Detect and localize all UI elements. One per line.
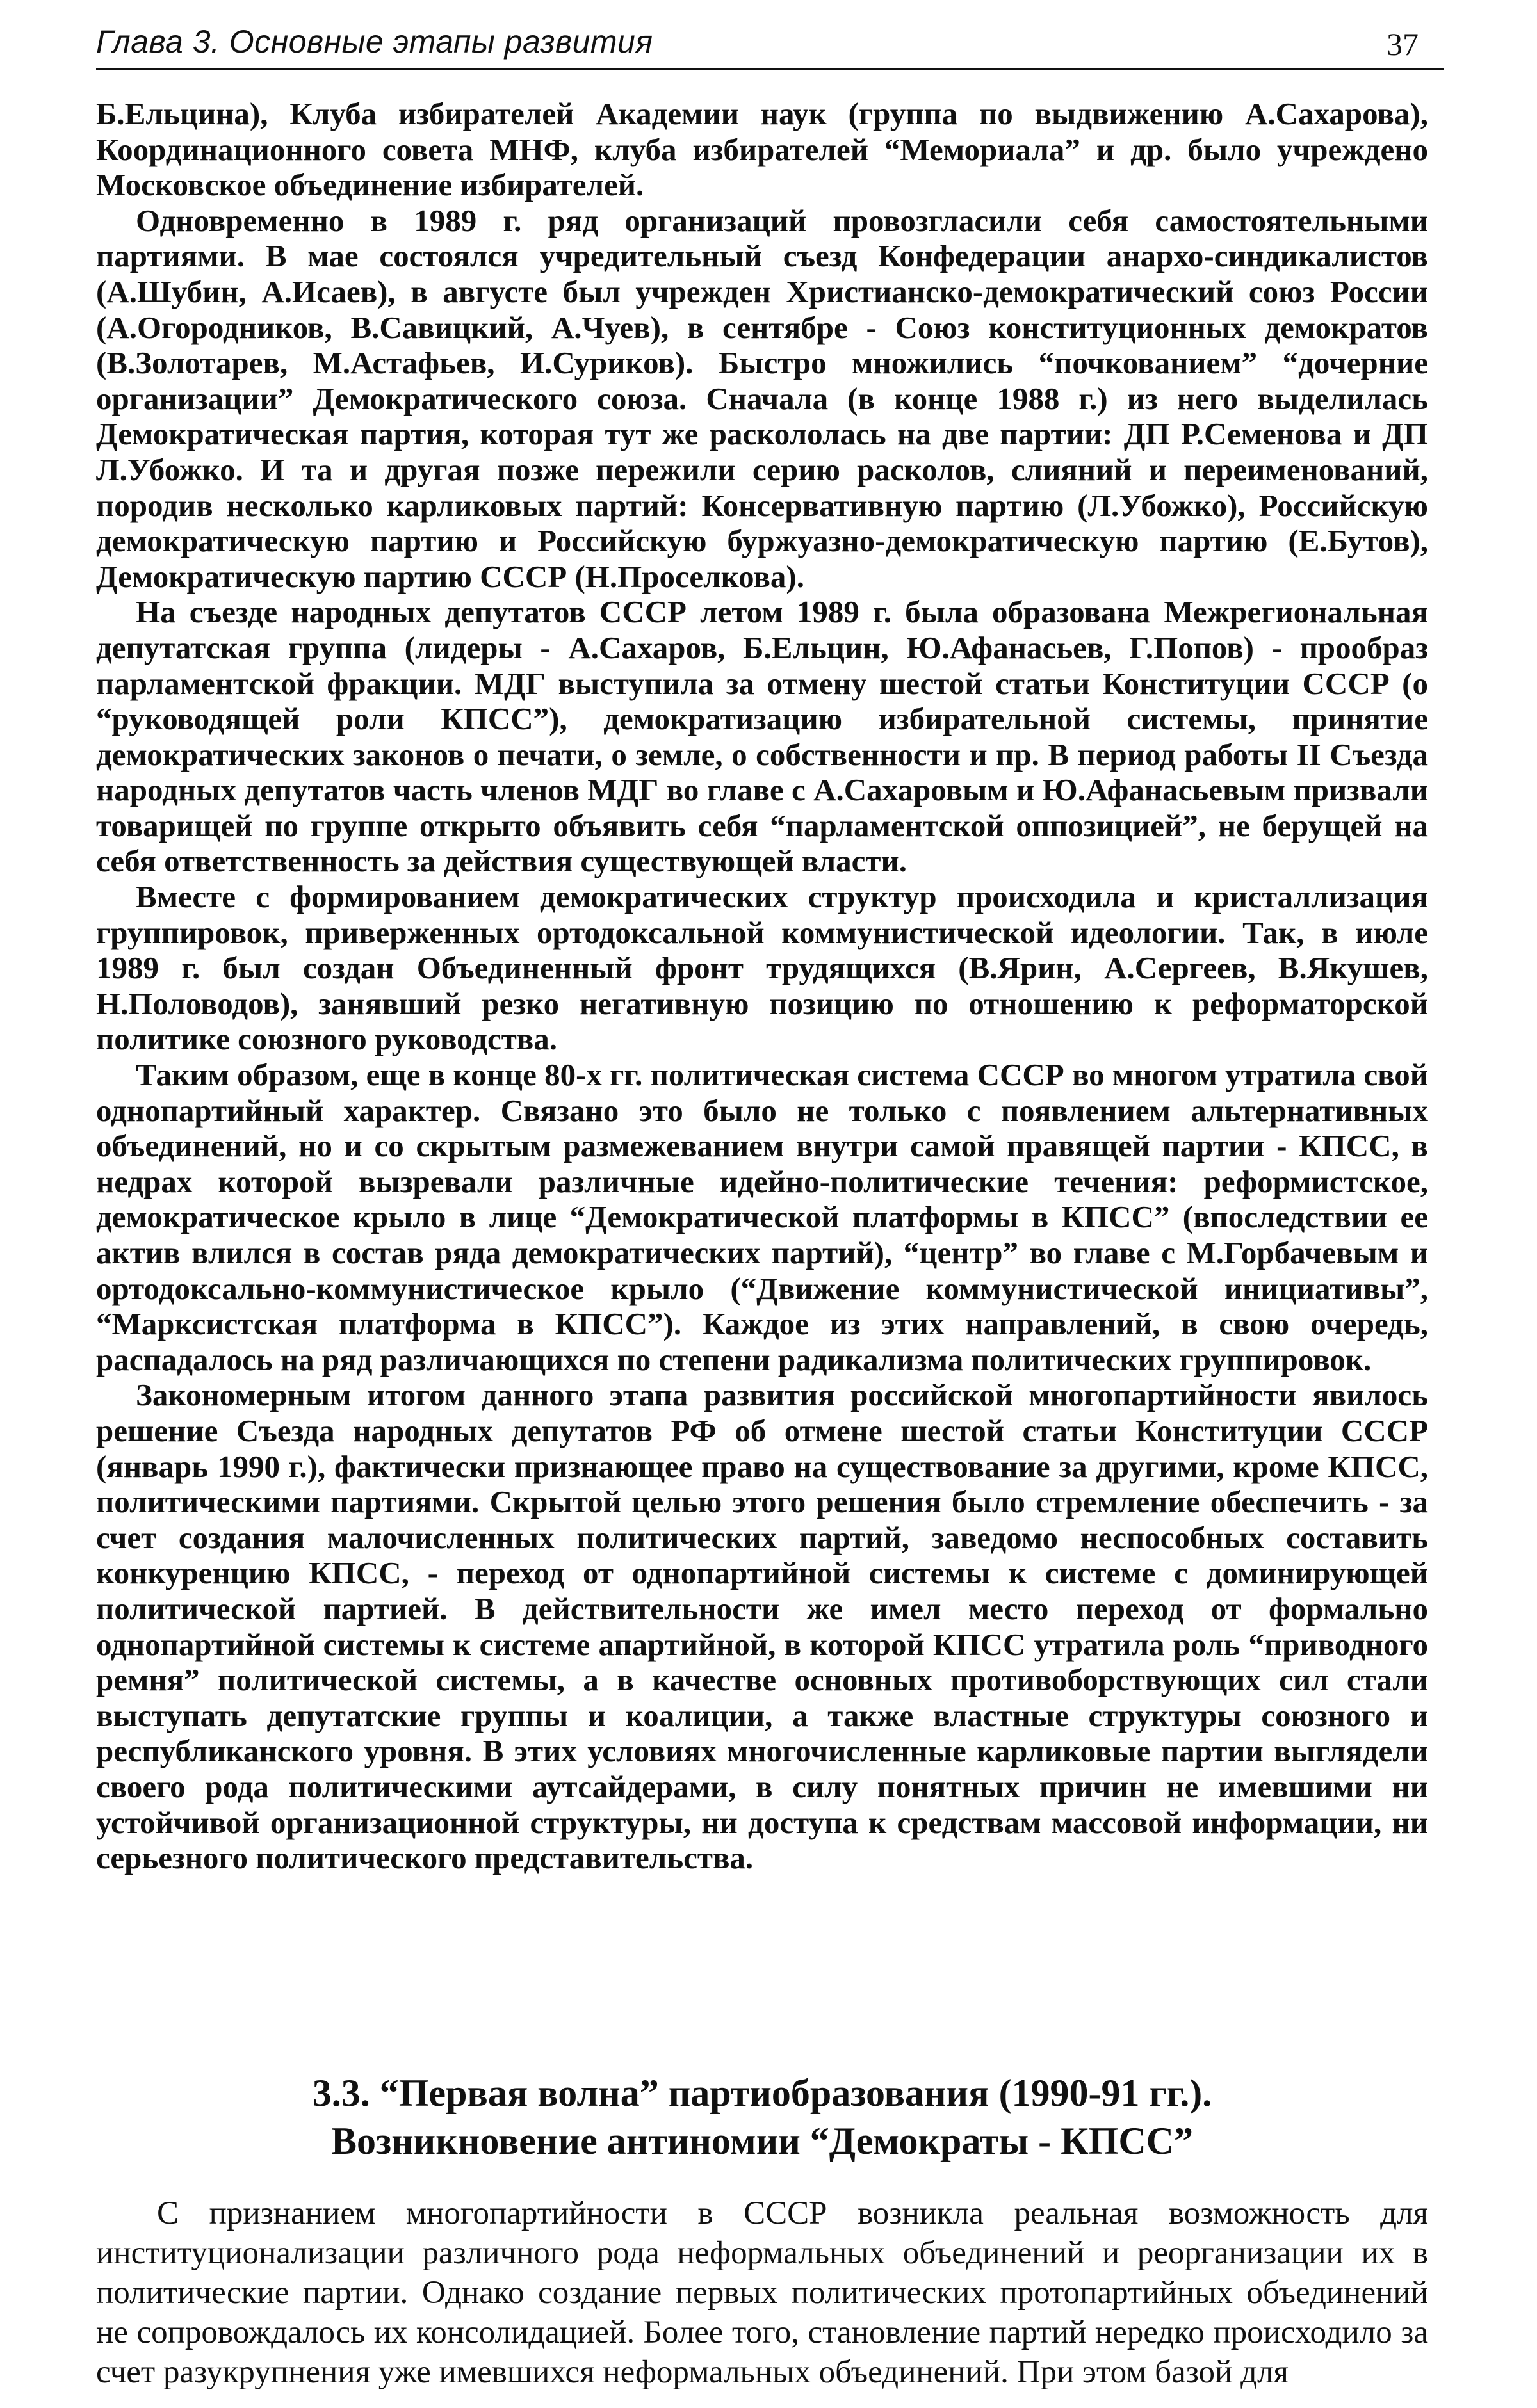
paragraph: Вместе с формированием демократических структур происходила и кристаллизация группировок, приверженных ортодоксальной коммунистической идеологии. Так, в июле 1989 г. был создан Объединенный фронт трудящихся (В.Ярин, А.Сергеев, В.Якушев, Н.Половодов), занявший резко негативную позицию по отношению к реформаторской политике союзного руководства. (96, 879, 1428, 1057)
paragraph: Закономерным итогом данного этапа развития российской многопартийности явилось решение Съезда народных депутатов РФ об отмене шестой статьи Конституции СССР (январь 1990 г.), фактически признающее право на существование за другими, кроме КПСС, политическими партиями. Скрытой целью этого решения было стремление обеспечить - за счет создания малочисленных политических партий, заведомо неспособных составить конкуренцию КПСС, - переход от однопартийной системы к системе с доминирующей политической партией. В действительности же имел место переход от формально однопартийной системы к системе апартийной, в которой КПСС утратила роль “приводного ремня” политической системы, а в качестве основных противоборствующих сил стали выступать депутатские группы и коалиции, а также властные структуры союзного и республиканского уровня. В этих условиях многочисленные карликовые партии выглядели своего рода политическими аутсайдерами, в силу понятных причин не имевшими ни устойчивой организационной структуры, ни доступа к средствам массовой информации, ни серьезного политического представительства. (96, 1377, 1428, 1876)
paragraph-continuation: Б.Ельцина), Клуба избирателей Академии наук (группа по выдвижению А.Сахарова), Координационного совета МНФ, клуба избирателей “Мемориала” и др. было учреждено Московское объединение избирателей. (96, 96, 1428, 203)
paragraph: На съезде народных депутатов СССР летом 1989 г. была образована Межрегиональная депутатская группа (лидеры - А.Сахаров, Б.Ельцин, Ю.Афанасьев, Г.Попов) - прообраз парламентской фракции. МДГ выступила за отмену шестой статьи Конституции СССР (о “руководящей роли КПСС”), демократизацию избирательной системы, принятие демократических законов о печати, о земле, о собственности и пр. В период работы II Съезда народных депутатов часть членов МДГ во главе с А.Сахаровым и Ю.Афанасьевым призвали товарищей по группе открыто объявить себя “парламентской оппозицией”, не берущей на себя ответственность за действия существующей власти. (96, 594, 1428, 879)
paragraph: Таким образом, еще в конце 80-х гг. политическая система СССР во многом утратила свой однопартийный характер. Связано это было не только с появлением альтернативных объединений, но и со скрытым размежеванием внутри самой правящей партии - КПСС, в недрах которой вызревали различные идейно-политические течения: реформистское, демократическое крыло в лице “Демократической платформы в КПСС” (впоследствии ее актив влился в состав ряда демократических партий), “центр” во главе с М.Горбачевым и ортодоксально-коммунистическое крыло (“Движение коммунистической инициативы”, “Марксистская платформа в КПСС”). Каждое из этих направлений, в свою очередь, распадалось на ряд различающихся по степени радикализма политических группировок. (96, 1057, 1428, 1377)
section-heading-line-1: 3.3. “Первая волна” партиобразования (1990-91 гг.). (312, 2072, 1212, 2114)
page-number: 37 (1387, 26, 1419, 62)
section-text (96, 2194, 1428, 2392)
section-heading (96, 2069, 1428, 2165)
main-text (96, 96, 1428, 1876)
paragraph: С признанием многопартийности в СССР возникла реальная возможность для институционализации различного рода неформальных объединений и реорганизации их в политические партии. Однако создание первых политических протопартийных объединений не сопровождалось их консолидацией. Более того, становление партий нередко происходило за счет разукрупнения уже имевшихся неформальных объединений. При этом базой для (96, 2195, 1428, 2390)
section-heading-line-2: Возникновение антиномии “Демократы - КПСС” (330, 2120, 1193, 2162)
running-header (96, 23, 1444, 70)
running-title: Глава 3. Основные этапы развития (96, 24, 653, 60)
paragraph: Одновременно в 1989 г. ряд организаций провозгласили себя самостоятельными партиями. В мае состоялся учредительный съезд Конфедерации анархо-синдикалистов (А.Шубин, А.Исаев), в августе был учрежден Христианско-демократический союз России (А.Огородников, В.Савицкий, А.Чуев), в сентябре - Союз конституционных демократов (В.Золотарев, М.Астафьев, И.Суриков). Быстро множились “почкованием” “дочерние организации” Демократического союза. Сначала (в конце 1988 г.) из него выделилась Демократическая партия, которая тут же раскололась на две партии: ДП Р.Семенова и ДП Л.Убожко. И та и другая позже пережили серию расколов, слияний и переименований, породив несколько карликовых партий: Консервативную партию (Л.Убожко), Российскую демократическую партию и Российскую буржуазно-демократическую партию (Е.Бутов), Демократическую партию СССР (Н.Проселкова). (96, 202, 1428, 594)
